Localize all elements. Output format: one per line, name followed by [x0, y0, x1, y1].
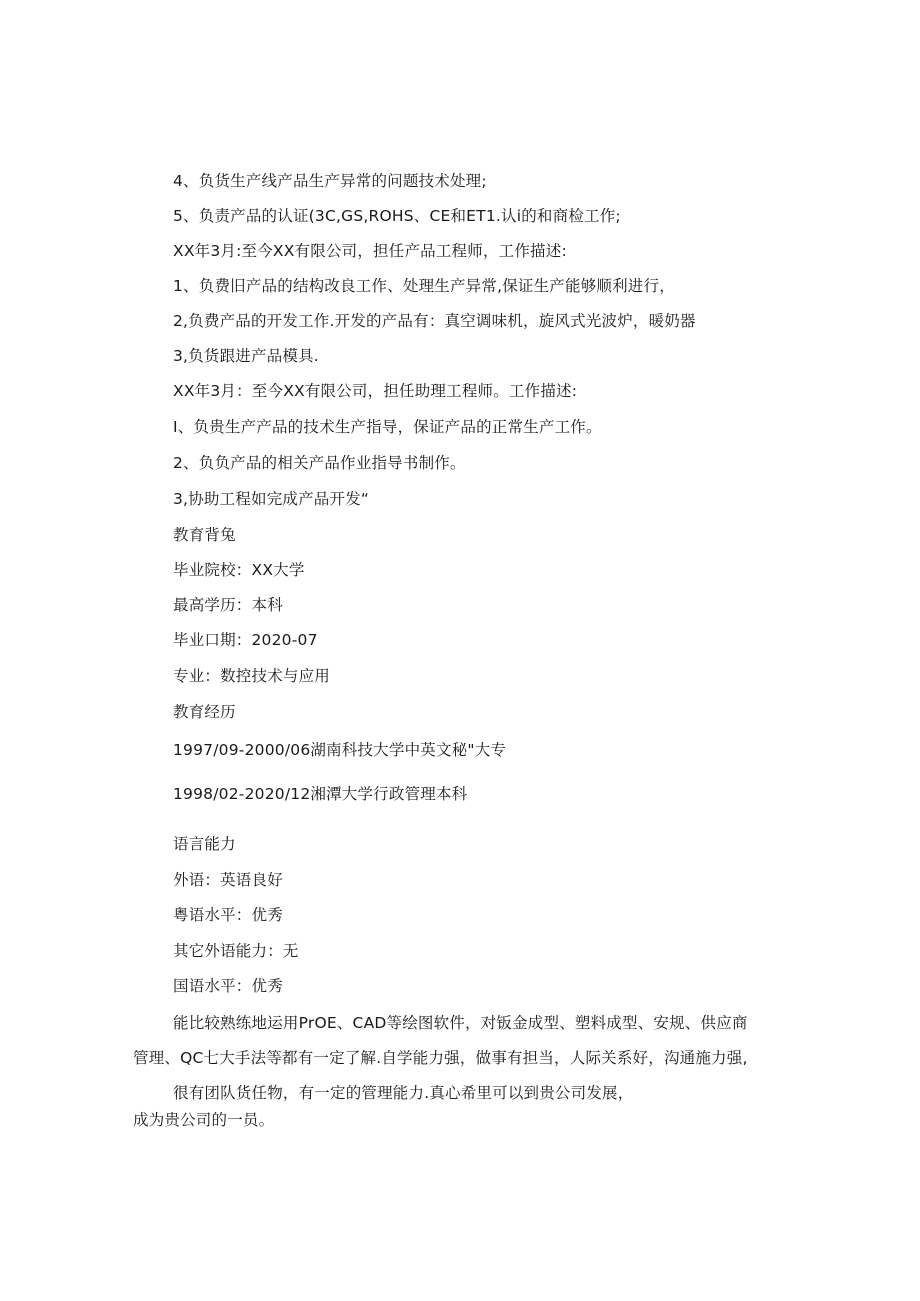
work-item-5: 5、负责产品的认证(3C,GS,ROHS、CE和ET1.认i的和商检工作;	[173, 207, 621, 225]
job-2-item-1: 1、负费旧产品的结构改良工作、处理生产异常,保证生产能够顺利进行，	[173, 277, 675, 295]
job-3-header: XX年3月：至今XX有限公司，担任助理工程师。工作描述:	[173, 382, 578, 400]
self-evaluation-line-4: 成为贵公司的一员。	[133, 1111, 275, 1129]
self-evaluation-line-2: 管理、QC七大手法等都有一定了解.自学能力强，做事有担当，人际关系好，沟通施力强,	[133, 1049, 748, 1067]
languages-title: 语言能力	[173, 835, 236, 853]
job-3-item-3: 3,协助工程如完成产品开发“	[173, 490, 370, 508]
education-entry: 1998/02-2020/12湘潭大学行政管理本科	[173, 785, 468, 803]
education-history-title: 教育经历	[173, 703, 236, 721]
graduation-school: 毕业院校：XX大学	[173, 561, 305, 579]
foreign-language: 外语：英语良好	[173, 871, 283, 889]
self-evaluation-line-3: 很有团队货任物，有一定的管理能力.真心希里可以到贵公司发展，	[173, 1084, 634, 1102]
job-3-item-1: I、负贵生产产品的技术生产指导，保证产品的正常生产工作。	[173, 418, 602, 436]
self-evaluation-line-1: 能比较熟练地运用PrOE、CAD等绘图软件，对钣金成型、塑料成型、安规、供应商	[173, 1014, 748, 1032]
job-2-header: XX年3月:至今XX有限公司，担任产品工程师，工作描述:	[173, 242, 567, 260]
job-2-item-3: 3,负货跟进产品模具.	[173, 347, 319, 365]
mandarin-level: 国语水平：优秀	[173, 977, 283, 995]
job-3-item-2: 2、负负产品的相关产品作业指导书制作。	[173, 454, 466, 472]
education-background-title: 教育背兔	[173, 526, 236, 544]
other-language: 其它外语能力：无	[173, 942, 299, 960]
graduation-date: 毕业口期：2020-07	[173, 631, 318, 649]
highest-degree: 最高学历：本科	[173, 596, 283, 614]
job-2-item-2: 2,负费产品的开发工作.开发的产品有：真空调味机，旋风式光波炉，暖奶器	[173, 312, 696, 330]
work-item-4: 4、负货生产线产品生产异常的问题技术处理;	[173, 172, 487, 190]
cantonese-level: 粤语水平：优秀	[173, 906, 283, 924]
major: 专业：数控技术与应用	[173, 667, 331, 685]
education-entry: 1997/09-2000/06湖南科技大学中英文秘"大专	[173, 741, 507, 759]
